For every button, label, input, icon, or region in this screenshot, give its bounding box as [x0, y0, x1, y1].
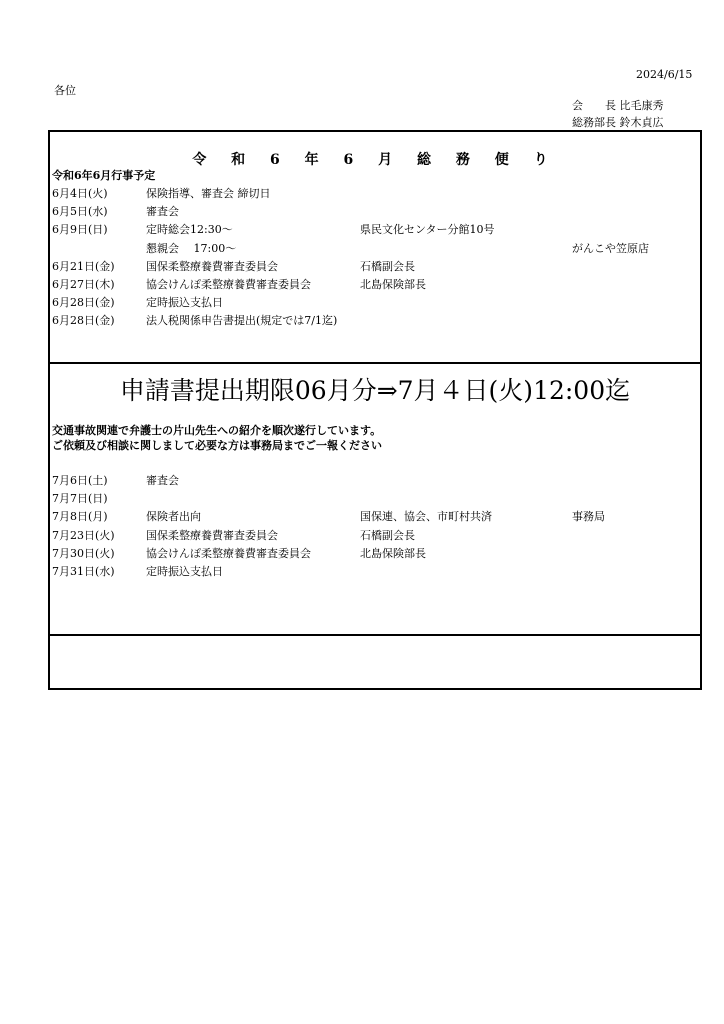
row-event: 審査会	[146, 474, 179, 487]
row-event: 定時振込支払日	[146, 565, 223, 578]
recipient: 各位	[54, 84, 76, 97]
row-event: 審査会	[146, 205, 179, 219]
notice-line-2: ご依頼及び相談に関しまして必要な方は事務局までご一報ください	[52, 439, 382, 452]
section-divider-2	[48, 634, 702, 636]
row-note: 県民文化センター分館10号	[360, 223, 495, 237]
row-note: 石橋副会長	[360, 528, 415, 542]
signer-chairman: 会 長 比毛康秀	[572, 99, 664, 112]
row-date: 6月5日(水)	[52, 205, 108, 219]
row-event: 法人税関係申告書提出(規定では7/1迄)	[146, 314, 338, 328]
row-event: 国保柔整療養費審査委員会	[146, 259, 278, 273]
row-event: 定時振込支払日	[146, 296, 223, 310]
row-note: 国保連、協会、市町村共済	[360, 510, 492, 524]
row-event: 定時総会12:30～	[146, 223, 233, 237]
row-date: 7月31日(水)	[52, 565, 115, 578]
document-date: 2024/6/15	[636, 68, 693, 81]
row-date: 7月8日(月)	[52, 510, 108, 524]
row-event: 協会けんぽ柔整療養費審査委員会	[146, 278, 311, 291]
row-date: 6月27日(木)	[52, 278, 115, 291]
row-date: 7月6日(土)	[52, 474, 108, 487]
row-date: 6月4日(火)	[52, 187, 108, 200]
newsletter-title: 令 和 6 年 6 月 総 務 便 り	[192, 152, 558, 168]
row-date: 7月7日(日)	[52, 492, 108, 506]
deadline-headline: 申請書提出期限06月分⇒7月４日(火)12:00迄	[119, 376, 631, 405]
row-event: 保険者出向	[146, 510, 201, 524]
schedule-subtitle: 令和6年6月行事予定	[52, 169, 156, 182]
row-note: 北島保険部長	[360, 546, 426, 560]
row-event: 協会けんぽ柔整療養費審査委員会	[146, 546, 311, 560]
row-date: 6月21日(金)	[52, 259, 115, 273]
row-event: 懇親会 17:00～	[146, 241, 237, 255]
row-note: 石橋副会長	[360, 259, 415, 273]
row-extra: 事務局	[572, 510, 605, 524]
row-date: 7月23日(火)	[52, 528, 115, 542]
signer-general-affairs: 総務部長 鈴木貞広	[572, 116, 664, 129]
section-divider-1	[48, 362, 702, 364]
row-date: 6月28日(金)	[52, 296, 115, 310]
row-date: 7月30日(火)	[52, 546, 115, 560]
row-date: 6月9日(日)	[52, 223, 108, 237]
row-event: 保険指導、審査会 締切日	[146, 187, 271, 200]
row-extra: がんこや笠原店	[572, 241, 649, 255]
row-date: 6月28日(金)	[52, 314, 115, 328]
row-note: 北島保険部長	[360, 278, 426, 291]
notice-line-1: 交通事故関連で弁護士の片山先生への紹介を順次遂行しています。	[52, 424, 382, 437]
row-event: 国保柔整療養費審査委員会	[146, 528, 278, 542]
